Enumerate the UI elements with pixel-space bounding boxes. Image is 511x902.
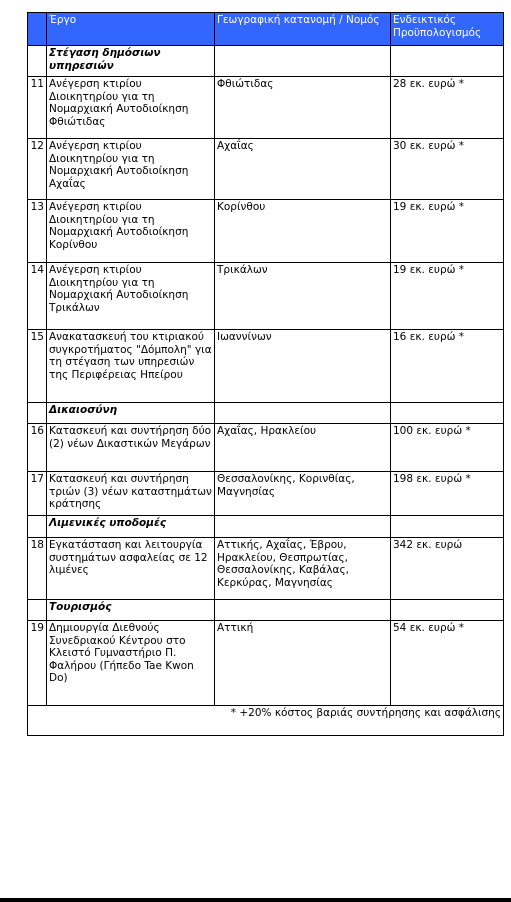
- table-row: [28, 621, 504, 706]
- section-row: [28, 516, 504, 538]
- table-row: [28, 263, 504, 330]
- section-title: Στέγαση δημόσιων υπηρεσιών: [47, 46, 215, 77]
- row-number: 11: [28, 77, 47, 139]
- row-budget: 16 εκ. ευρώ *: [391, 330, 504, 403]
- row-region: Φθιώτιδας: [215, 77, 391, 139]
- section-title: Τουρισμός: [47, 600, 215, 621]
- row-number: 17: [28, 472, 47, 516]
- row-number: 16: [28, 424, 47, 472]
- row-budget: 100 εκ. ευρώ *: [391, 424, 504, 472]
- row-region: Τρικάλων: [215, 263, 391, 330]
- row-number: 18: [28, 538, 47, 600]
- row-project: Ανακατασκευή του κτιριακού συγκροτήματος "Δόμπολη" για τη στέγαση των υπηρεσιών της Περιφέρειας Ηπείρου: [47, 330, 215, 403]
- table-row: [28, 330, 504, 403]
- row-budget: 198 εκ. ευρώ *: [391, 472, 504, 516]
- bottom-border: [0, 898, 511, 902]
- row-budget: 342 εκ. ευρώ: [391, 538, 504, 600]
- header-row: [28, 13, 504, 46]
- row-region: Αττικής, Αχαΐας, Έβρου, Ηρακλείου, Θεσπρωτίας, Θεσσαλονίκης, Καβάλας, Κερκύρας, Μαγνησίας: [215, 538, 391, 600]
- footnote: * +20% κόστος βαριάς συντήρησης και ασφάλισης: [28, 706, 504, 736]
- header-region: Γεωγραφική κατανομή / Νομός: [215, 13, 391, 46]
- footnote-row: [28, 706, 504, 736]
- header-project: Έργο: [47, 13, 215, 46]
- row-project: Ανέγερση κτιρίου Διοικητηρίου για τη Νομαρχιακή Αυτοδιοίκηση Τρικάλων: [47, 263, 215, 330]
- row-project: Κατασκευή και συντήρηση τριών (3) νέων καταστημάτων κράτησης: [47, 472, 215, 516]
- row-budget: 19 εκ. ευρώ *: [391, 200, 504, 263]
- row-budget: 28 εκ. ευρώ *: [391, 77, 504, 139]
- row-budget: 30 εκ. ευρώ *: [391, 139, 504, 200]
- row-region: Κορίνθου: [215, 200, 391, 263]
- row-number: 14: [28, 263, 47, 330]
- row-region: Θεσσαλονίκης, Κορινθίας, Μαγνησίας: [215, 472, 391, 516]
- row-project: Δημιουργία Διεθνούς Συνεδριακού Κέντρου στο Κλειστό Γυμναστήριο Π. Φαλήρου (Γήπεδο Tae Kwon Do): [47, 621, 215, 706]
- header-number: [28, 13, 47, 46]
- row-project: Εγκατάσταση και λειτουργία συστημάτων ασφαλείας σε 12 λιμένες: [47, 538, 215, 600]
- row-region: Αχαΐας, Ηρακλείου: [215, 424, 391, 472]
- row-project: Κατασκευή και συντήρηση δύο (2) νέων Δικαστικών Μεγάρων: [47, 424, 215, 472]
- row-project: Ανέγερση κτιρίου Διοικητηρίου για τη Νομαρχιακή Αυτοδιοίκηση Αχαΐας: [47, 139, 215, 200]
- table-row: [28, 424, 504, 472]
- section-row: [28, 600, 504, 621]
- row-project: Ανέγερση κτιρίου Διοικητηρίου για τη Νομαρχιακή Αυτοδιοίκηση Κορίνθου: [47, 200, 215, 263]
- projects-table: [27, 12, 504, 736]
- row-number: 12: [28, 139, 47, 200]
- table-row: [28, 77, 504, 139]
- row-project: Ανέγερση κτιρίου Διοικητηρίου για τη Νομαρχιακή Αυτοδιοίκηση Φθιώτιδας: [47, 77, 215, 139]
- section-title: Δικαιοσύνη: [47, 403, 215, 424]
- section-title: Λιμενικές υποδομές: [47, 516, 215, 538]
- table-row: [28, 139, 504, 200]
- row-number: 13: [28, 200, 47, 263]
- row-number: 15: [28, 330, 47, 403]
- row-budget: 19 εκ. ευρώ *: [391, 263, 504, 330]
- row-region: Αττική: [215, 621, 391, 706]
- row-region: Αχαΐας: [215, 139, 391, 200]
- row-region: Ιωαννίνων: [215, 330, 391, 403]
- table-row: [28, 200, 504, 263]
- section-row: [28, 403, 504, 424]
- row-budget: 54 εκ. ευρώ *: [391, 621, 504, 706]
- section-row: [28, 46, 504, 77]
- header-budget: Ενδεικτικός Προϋπολογισμός: [391, 13, 504, 46]
- table-row: [28, 538, 504, 600]
- row-number: 19: [28, 621, 47, 706]
- table-row: [28, 472, 504, 516]
